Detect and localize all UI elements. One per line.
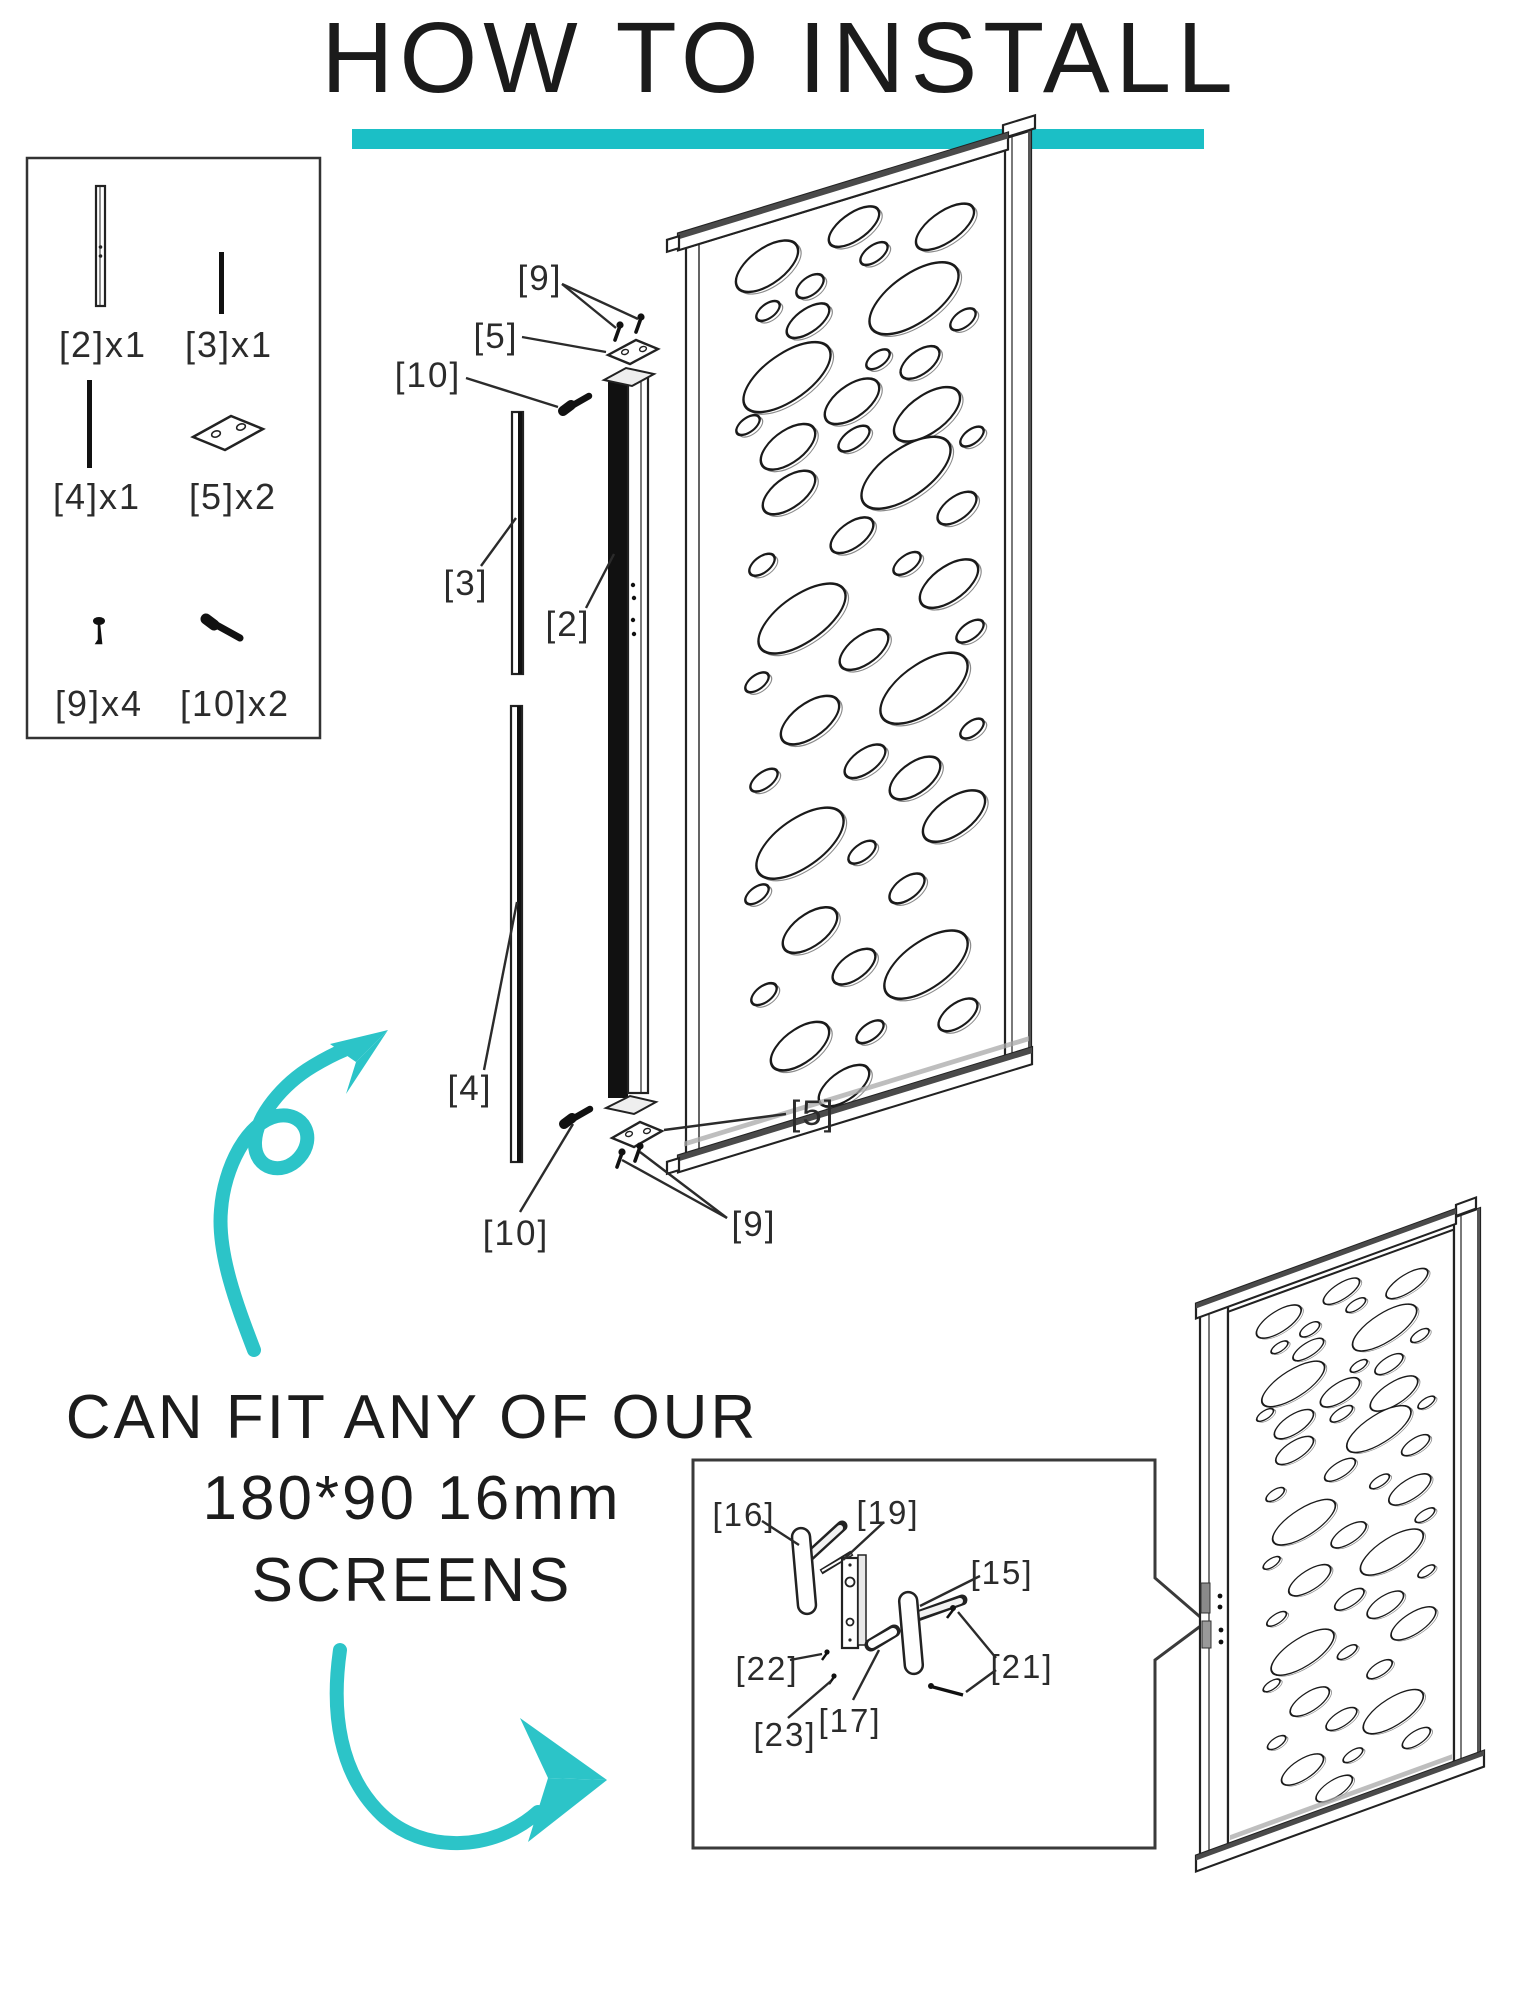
caption-line-3: SCREENS — [251, 1546, 573, 1615]
label-screws-top: [9] — [517, 259, 563, 298]
part10-label: [10]x2 — [179, 683, 291, 724]
door-left-stile — [1200, 1294, 1228, 1864]
curly-arrow-up-icon — [221, 1030, 388, 1350]
label-bolt-top: [10] — [394, 356, 462, 395]
part4-icon — [87, 380, 92, 468]
screw-icon — [615, 313, 645, 340]
bolt-icon — [564, 1109, 590, 1124]
part3-label: [3]x1 — [184, 324, 274, 365]
label-bar-long: [4] — [447, 1069, 493, 1108]
part5-label: [5]x2 — [188, 476, 278, 517]
label-bolt-bottom: [10] — [482, 1214, 550, 1253]
lock-detail-box — [693, 1460, 1206, 1848]
label-channel: [2] — [545, 605, 591, 644]
assembled-door — [1196, 1195, 1484, 1872]
strip-part3 — [512, 412, 523, 674]
parts-legend-border — [27, 158, 320, 738]
label-outer-handle: [16] — [712, 1496, 776, 1533]
caption-line-1: CAN FIT ANY OF OUR — [65, 1383, 759, 1452]
lock-body — [842, 1555, 866, 1648]
label-plate-bottom: [5] — [790, 1094, 836, 1133]
plate-icon — [608, 340, 658, 364]
label-screws-bottom: [9] — [731, 1205, 777, 1244]
title-underline — [352, 129, 1204, 149]
strip-part4 — [511, 706, 522, 1162]
part3-icon — [219, 252, 224, 314]
label-plate-top: [5] — [473, 317, 519, 356]
caption-line-2: 180*90 16mm — [202, 1464, 622, 1533]
channel-bar-part2 — [604, 368, 656, 1114]
part2-icon — [96, 186, 105, 306]
plate-icon — [612, 1122, 662, 1147]
door-right-stile — [1454, 1196, 1480, 1767]
parts-legend — [27, 158, 320, 738]
part4-label: [4]x1 — [52, 476, 142, 517]
part9-label: [9]x4 — [54, 683, 144, 724]
main-screen-panel — [667, 115, 1035, 1176]
curly-arrow-down-icon — [337, 1650, 607, 1843]
label-inner-handle: [15] — [970, 1554, 1034, 1591]
panel-right-stile — [1003, 115, 1035, 1063]
label-screws-long: [21] — [990, 1648, 1054, 1685]
part2-label: [2]x1 — [58, 324, 148, 365]
label-cylinder: [17] — [818, 1702, 882, 1739]
label-pin: [23] — [753, 1716, 817, 1753]
label-bar-short: [3] — [443, 564, 489, 603]
label-spindle: [19] — [856, 1494, 920, 1531]
page-title: HOW TO INSTALL — [321, 2, 1239, 114]
bolt-icon — [563, 396, 589, 411]
label-screw-a: [22] — [735, 1650, 799, 1687]
